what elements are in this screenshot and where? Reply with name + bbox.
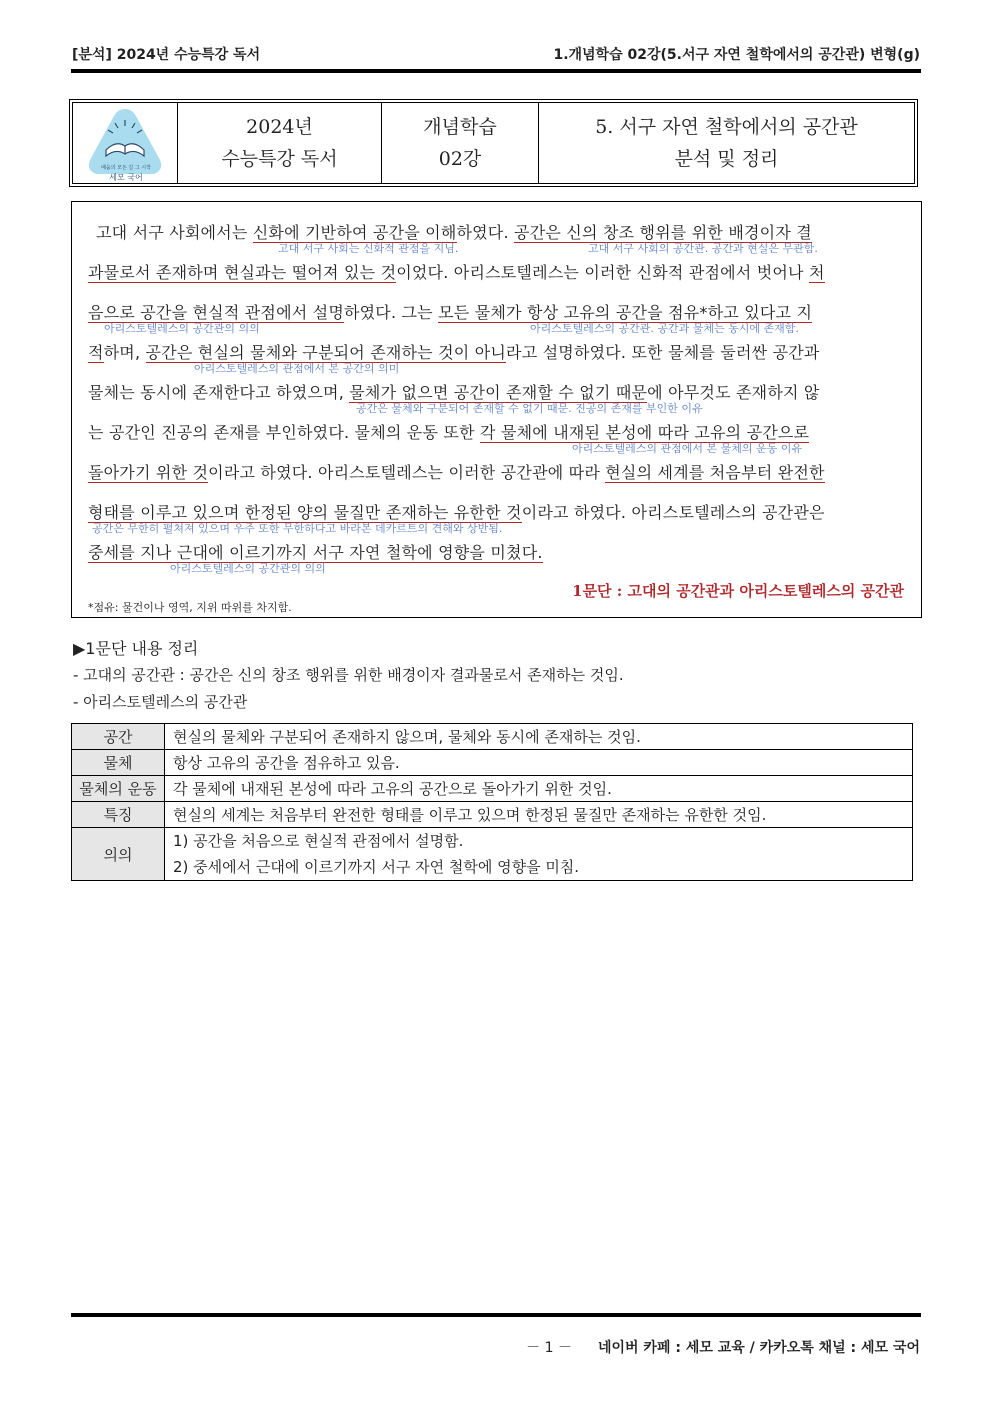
row-value: 각 물체에 내재된 본성에 따라 고유의 공간으로 돌아가기 위한 것임. bbox=[165, 776, 913, 802]
title-year: 2024년 bbox=[246, 116, 313, 138]
header-left: [분석] 2024년 수능특강 독서 bbox=[72, 47, 261, 63]
significance-2: 2) 중세에서 근대에 이르기까지 서구 자연 철학에 영향을 미침. bbox=[173, 858, 580, 876]
row-key: 의의 bbox=[72, 828, 165, 881]
note-3: 아리스토텔레스의 공간관의 의의 bbox=[104, 322, 260, 335]
header-rule bbox=[71, 69, 921, 73]
row-key: 물체 bbox=[72, 750, 165, 776]
logo-caption-small: 배움의 모든 길 그 시작 bbox=[101, 165, 151, 171]
passage-line-7: 돌아가기 위한 것이라고 하였다. 아리스토텔레스는 이러한 공간관에 따라 현실의 세계를 처음부터 완전한 bbox=[88, 463, 825, 482]
header-right: 1.개념학습 02강(5.서구 자연 철학에서의 공간관) 변형(g) bbox=[553, 47, 920, 63]
title-book: 수능특강 독서 bbox=[221, 148, 338, 170]
title-cell-book bbox=[178, 103, 382, 183]
row-value: 항상 고유의 공간을 점유하고 있음. bbox=[165, 750, 913, 776]
passage-line-6: 는 공간인 진공의 존재를 부인하였다. 물체의 운동 또한 각 물체에 내재된 본성에 따라 고유의 공간으로 bbox=[88, 423, 810, 442]
row-value: 현실의 물체와 구분되어 존재하지 않으며, 물체와 동시에 존재하는 것임. bbox=[165, 724, 913, 750]
title-lesson-no: 02강 bbox=[438, 148, 482, 170]
note-9: 아리스토텔레스의 공간관의 의의 bbox=[170, 562, 326, 575]
note-2: 고대 서구 사회의 공간관. 공간과 현실은 무관함. bbox=[588, 242, 818, 255]
table-row bbox=[72, 750, 913, 776]
logo-cell bbox=[73, 103, 178, 183]
passage-line-9: 중세를 지나 근대에 이르기까지 서구 자연 철학에 영향을 미쳤다. bbox=[88, 543, 543, 562]
footer bbox=[526, 1337, 920, 1357]
note-7: 아리스토텔레스의 관점에서 본 물체의 운동 이유 bbox=[572, 442, 803, 455]
passage-line-8: 형태를 이루고 있으며 한정된 양의 물질만 존재하는 유한한 것이라고 하였다. 아리스토텔레스의 공간관은 bbox=[88, 503, 825, 522]
title-lesson-type: 개념학습 bbox=[423, 116, 497, 138]
row-value: 현실의 세계는 처음부터 완전한 형태를 이루고 있으며 한정된 물질만 존재하는 유한한 것임. bbox=[165, 802, 913, 828]
table-row bbox=[72, 828, 913, 881]
note-6: 공간은 물체와 구분되어 존재할 수 없기 때문. 진공의 존재를 부인한 이유 bbox=[356, 402, 703, 415]
logo-caption: 세모 국어 bbox=[109, 173, 143, 182]
passage-line-2: 과물로서 존재하며 현실과는 떨어져 있는 것이었다. 아리스토텔레스는 이러한 신화적 관점에서 벗어나 처 bbox=[88, 263, 825, 282]
table-row bbox=[72, 776, 913, 802]
passage-line-4: 적하며, 공간은 현실의 물체와 구분되어 존재하는 것이 아니라고 설명하였다. 또한 물체를 둘러싼 공간과 bbox=[88, 343, 820, 362]
significance-1: 1) 공간을 처음으로 현실적 관점에서 설명함. bbox=[173, 832, 464, 850]
footnote: *점유: 물건이나 영역, 지위 따위를 차지함. bbox=[88, 601, 292, 614]
title-box bbox=[69, 99, 918, 187]
summary-heading: ▶1문단 내용 정리 bbox=[73, 639, 199, 658]
note-8: 공간은 무한히 펼쳐져 있으며 우주 또한 무한하다고 바라본 데카르트의 견해와 상반됨. bbox=[92, 522, 503, 535]
row-key: 특징 bbox=[72, 802, 165, 828]
note-5: 아리스토텔레스의 관점에서 본 공간의 의미 bbox=[194, 362, 400, 375]
title-topic: 5. 서구 자연 철학에서의 공간관 bbox=[595, 116, 858, 138]
title-cell-topic bbox=[539, 103, 914, 183]
passage-line-5: 물체는 동시에 존재한다고 하였으며, 물체가 없으면 공간이 존재할 수 없기 때문에 아무것도 존재하지 않 bbox=[88, 383, 820, 402]
footer-rule bbox=[71, 1313, 921, 1317]
summary-item-ancient: - 고대의 공간관 : 공간은 신의 창조 행위를 위한 배경이자 결과물로서 존재하는 것임. bbox=[73, 666, 624, 684]
passage-line-1: 고대 서구 사회에서는 신화에 기반하여 공간을 이해하였다. 공간은 신의 창조 행위를 위한 배경이자 결 bbox=[96, 223, 812, 242]
footer-text: 네이버 카페 : 세모 교육 / 카카오톡 채널 : 세모 국어 bbox=[597, 1340, 920, 1356]
row-value bbox=[165, 828, 913, 881]
summary-table bbox=[71, 723, 913, 881]
note-1: 고대 서구 사회는 신화적 관점을 지님. bbox=[278, 242, 459, 255]
title-cell-lesson bbox=[382, 103, 539, 183]
title-subtitle: 분석 및 정리 bbox=[674, 148, 779, 170]
summary-item-aristotle: - 아리스토텔레스의 공간관 bbox=[73, 693, 248, 711]
paragraph-label: 1문단 : 고대의 공간관과 아리스토텔레스의 공간관 bbox=[572, 582, 904, 600]
table-row bbox=[72, 802, 913, 828]
passage-line-3: 음으로 공간을 현실적 관점에서 설명하였다. 그는 모든 물체가 항상 고유의 공간을 점유*하고 있다고 지 bbox=[88, 303, 813, 322]
note-4: 아리스토텔레스의 공간관. 공간과 물체는 동시에 존재함. bbox=[530, 322, 799, 335]
table-row bbox=[72, 724, 913, 750]
row-key: 공간 bbox=[72, 724, 165, 750]
page-number: － 1 － bbox=[526, 1340, 572, 1356]
row-key: 물체의 운동 bbox=[72, 776, 165, 802]
